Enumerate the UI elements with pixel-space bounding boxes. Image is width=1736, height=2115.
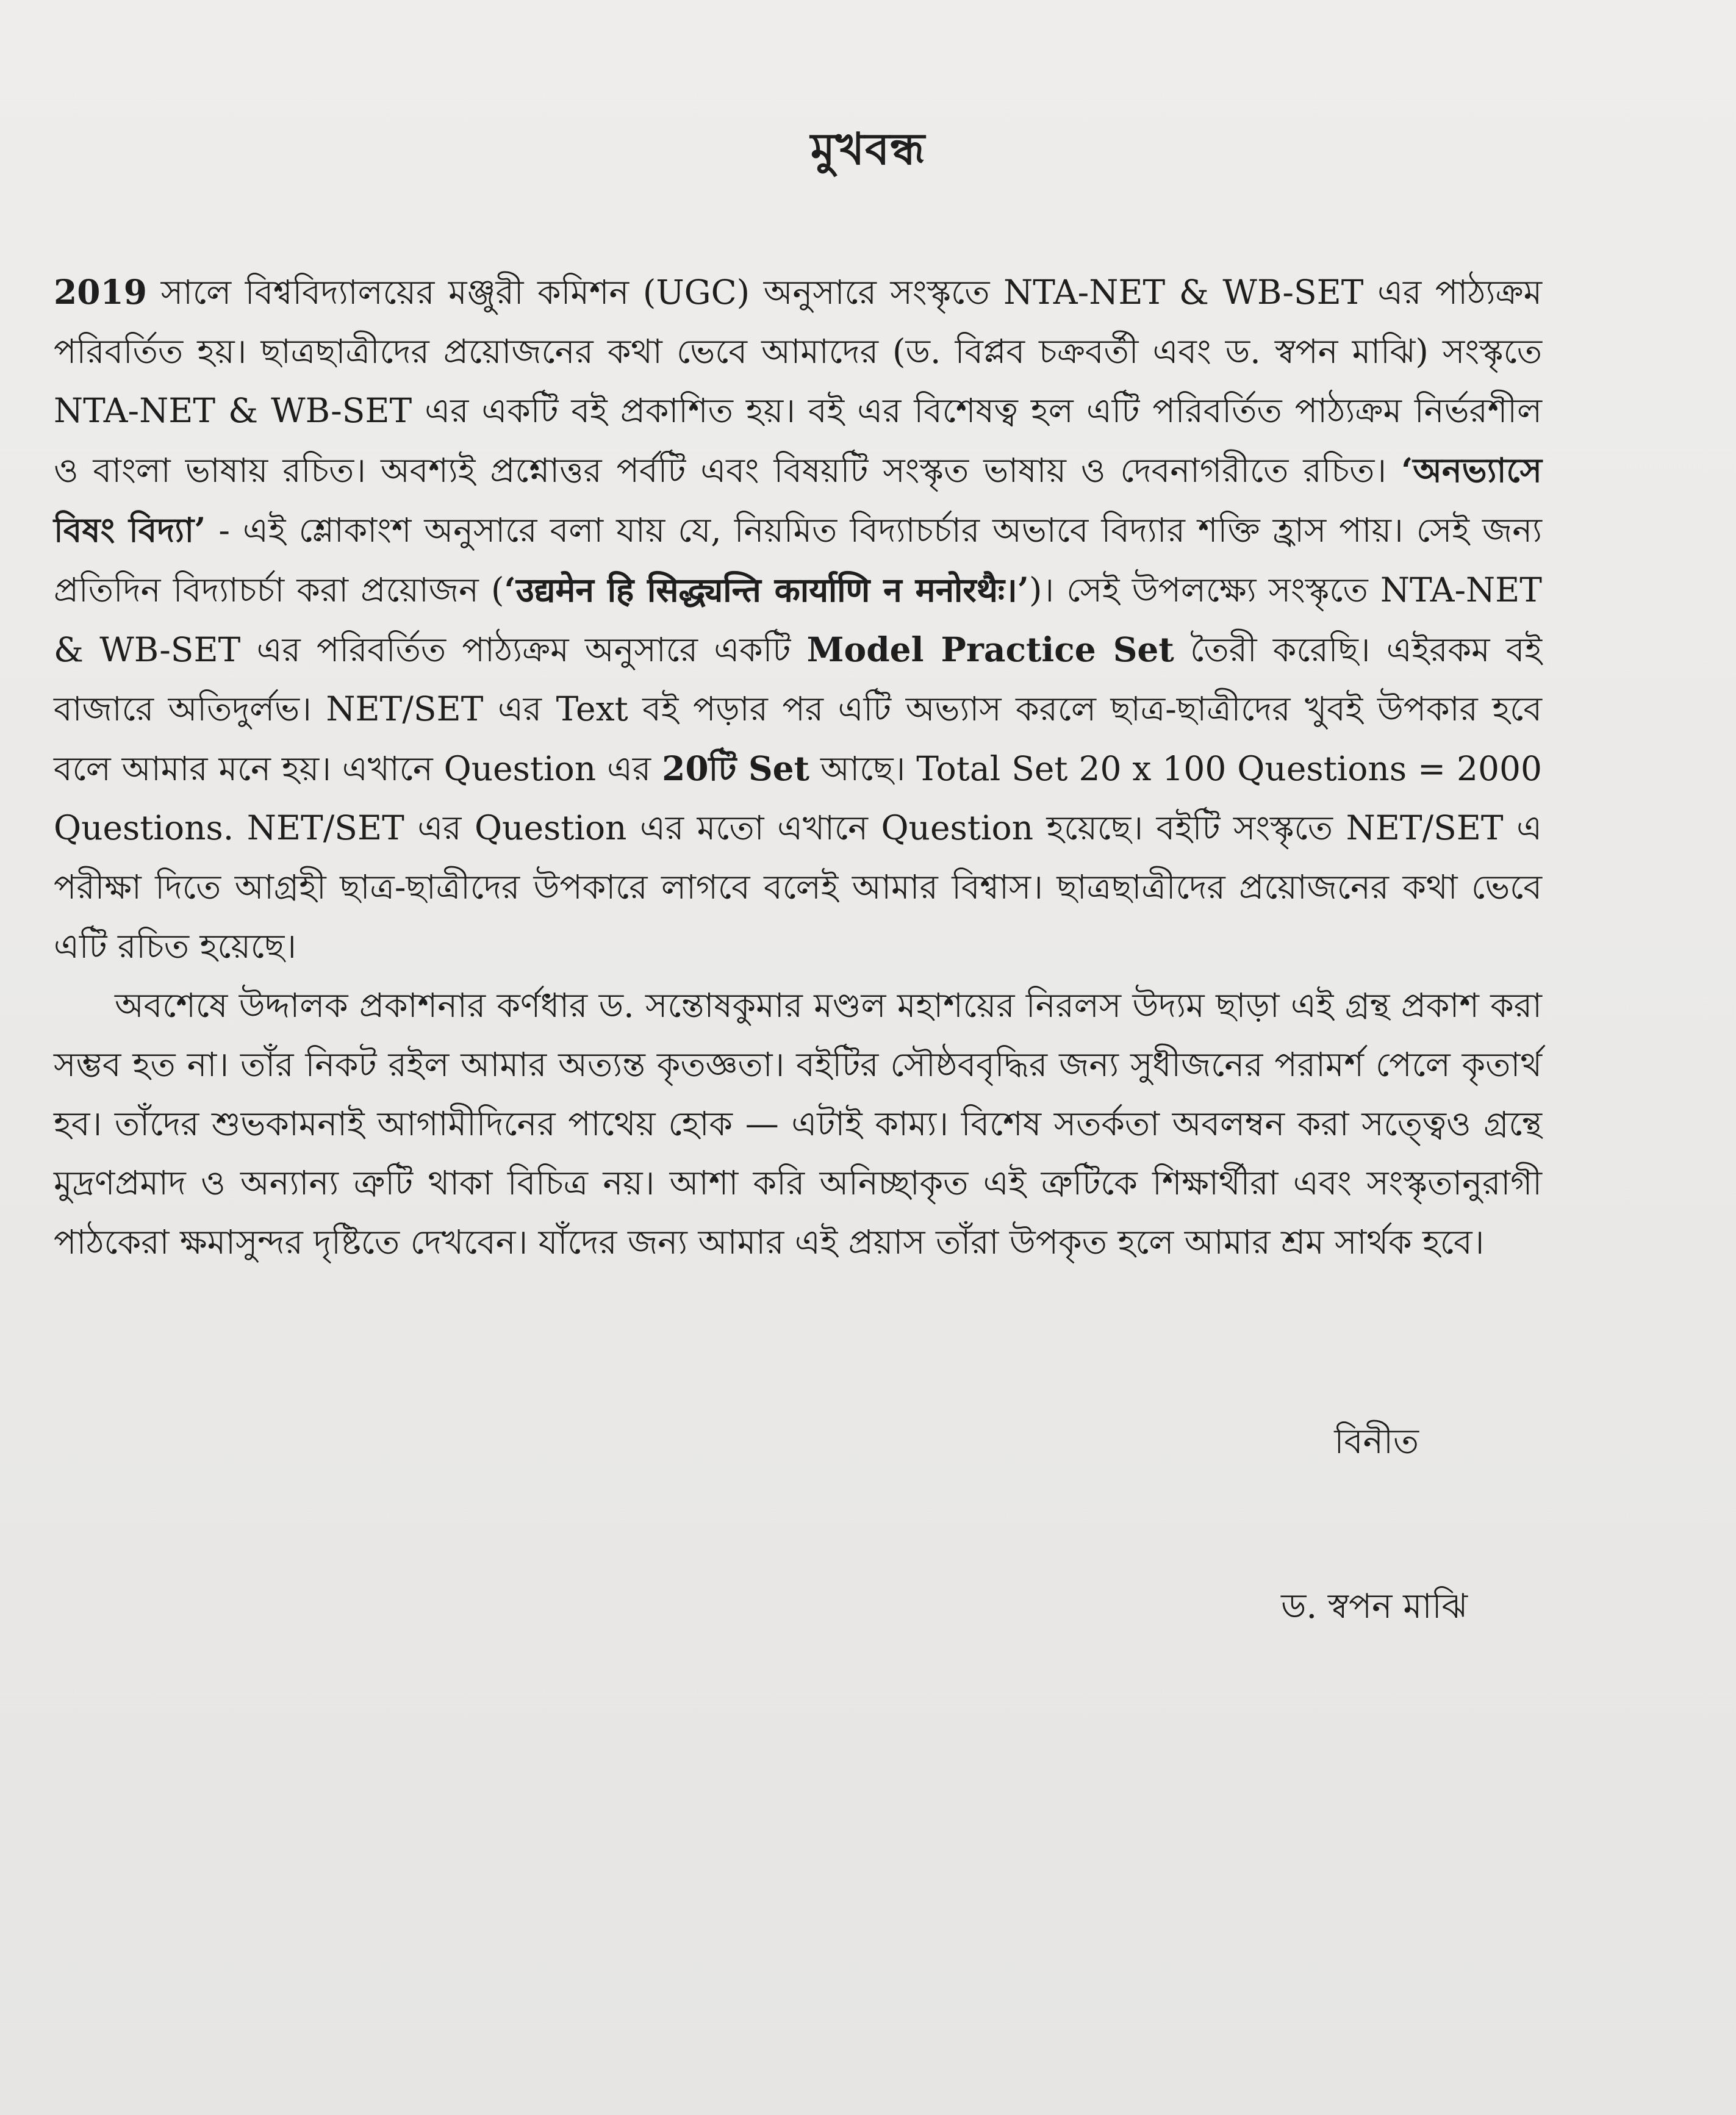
sanskrit-quote-bold: ‘उद्यमेन हि सिद्ध्यन्ति कार्याणि न मनोरथैः।’: [504, 570, 1029, 609]
paragraph-2: অবশেষে উদ্দালক প্রকাশনার কর্ণধার ড. সন্তোষকুমার মণ্ডল মহাশয়ের নিরলস উদ্যম ছাড়া এই গ্রন্থ প্রকাশ করা সম্ভব হত না। তাঁর নিকট রইল আমার অত্যন্ত কৃতজ্ঞতা। বইটির সৌষ্ঠববৃদ্ধির জন্য সুধীজনের পরামর্শ পেলে কৃতার্থ হব। তাঁদের শুভকামনাই আগামীদিনের পাথেয় হোক — এটাই কাম্য। বিশেষ সতর্কতা অবলম্বন করা সত্ত্বেও গ্রন্থে মুদ্রণপ্রমাদ ও অন্যান্য ত্রুটি থাকা বিচিত্র নয়। আশা করি অনিচ্ছাকৃত এই ত্রুটিকে শিক্ষার্থীরা এবং সংস্কৃতানুরাগী পাঠকেরা ক্ষমাসুন্দর দৃষ্টিতে দেখবেন। যাঁদের জন্য আমার এই প্রয়াস তাঁরা উপকৃত হলে আমার শ্রম সার্থক হবে।: [54, 986, 1542, 1262]
paragraph-1: [54, 262, 1542, 976]
paragraph-1-text-e: আছে। Total Set 20 x 100 Questions = 2000 Questions. NET/SET এর Question এর মতো এখানে Question হয়েছে। বইটি সংস্কৃতে NET/SET এ পরীক্ষা দিতে আগ্রহী ছাত্র-ছাত্রীদের উপকারে লাগবে বলেই আমার বিশ্বাস। ছাত্রছাত্রীদের প্রয়োজনের কথা ভেবে এটি রচিত হয়েছে।: [54, 749, 1542, 966]
signoff: বিনীত: [1334, 1422, 1419, 1462]
year-bold: 2019: [54, 272, 148, 312]
paragraph-1-text-c: )। সেই উপলক্ষ্যে সংস্কৃতে NTA-NET & WB-SET এর পরিবর্তিত পাঠ্যক্রম অনুসারে একটি: [54, 570, 1542, 669]
paragraph-1-text-b: - এই শ্লোকাংশ অনুসারে বলা যায় যে, নিয়মিত বিদ্যাচর্চার অভাবে বিদ্যার শক্তি হ্রাস পায়। সেই জন্য প্রতিদিন বিদ্যাচর্চা করা প্রয়োজন (: [54, 511, 1542, 609]
author-signature: ড. স্বপন মাঝি: [1281, 1587, 1468, 1626]
preface-body: [54, 262, 1542, 1272]
quote-bold: ‘অনভ্যাসে বিষং বিদ্যা’: [54, 450, 1542, 550]
set-count-bold: 20টি Set: [662, 749, 810, 788]
page-title: মুখবন্ধ: [810, 123, 926, 174]
paragraph-1-text-a: সালে বিশ্ববিদ্যালয়ের মঞ্জুরী কমিশন (UGC) অনুসারে সংস্কৃতে NTA-NET & WB-SET এর পাঠ্যক্রম পরিবর্তিত হয়। ছাত্রছাত্রীদের প্রয়োজনের কথা ভেবে আমাদের (ড. বিপ্লব চক্রবর্তী এবং ড. স্বপন মাঝি) সংস্কৃতে NTA-NET & WB-SET এর একটি বই প্রকাশিত হয়। বই এর বিশেষত্ব হল এটি পরিবর্তিত পাঠ্যক্রম নির্ভরশীল ও বাংলা ভাষায় রচিত। অবশ্যই প্রশ্নোত্তর পর্বটি এবং বিষয়টি সংস্কৃত ভাষায় ও দেবনাগরীতে রচিত।: [54, 273, 1542, 490]
paragraph-1-text-d: তৈরী করেছি। এইরকম বই বাজারে অতিদুর্লভ। NET/SET এর Text বই পড়ার পর এটি অভ্যাস করলে ছাত্র-ছাত্রীদের খুবই উপকার হবে বলে আমার মনে হয়। এখানে Question এর: [54, 630, 1542, 788]
model-practice-set-bold: Model Practice Set: [806, 630, 1174, 669]
